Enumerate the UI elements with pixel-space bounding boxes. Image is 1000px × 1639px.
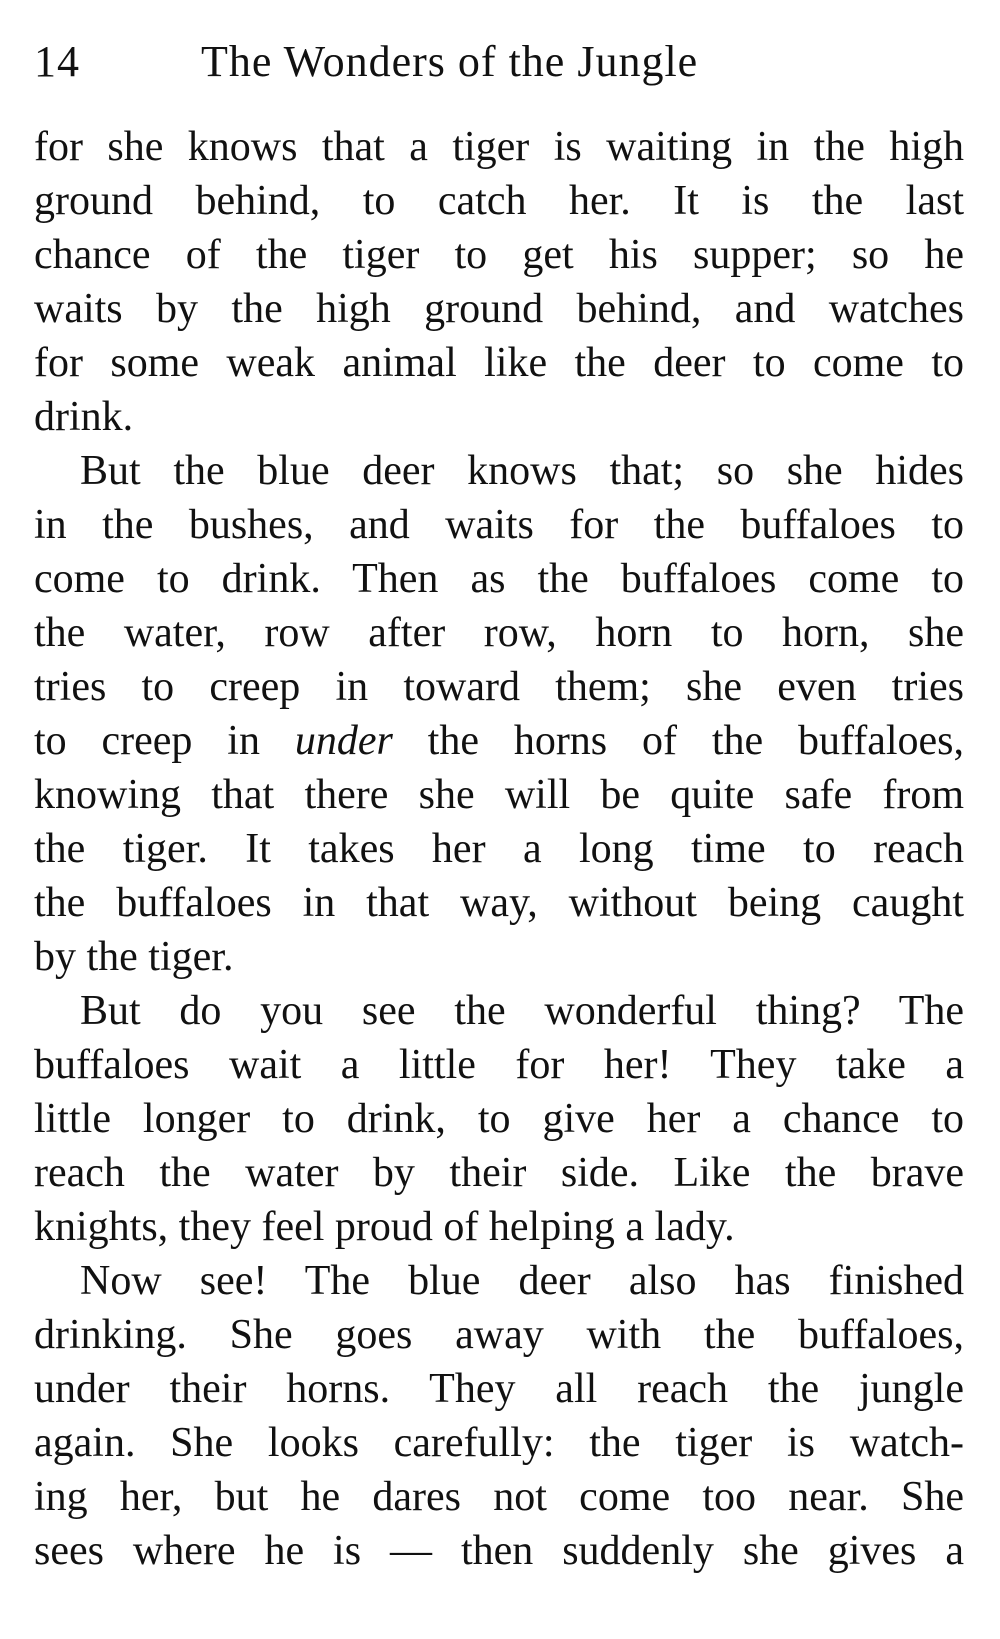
body-text <box>34 120 964 1578</box>
text-line: by the tiger. <box>34 934 234 980</box>
text-segment: the horns of the buffaloes, <box>392 718 965 764</box>
paragraph-1 <box>34 120 964 444</box>
italic-word: under <box>294 718 393 764</box>
text-line: the tiger. It takes her a long time to reach <box>34 826 964 872</box>
text-line: for she knows that a tiger is waiting in the high <box>34 124 964 170</box>
text-line-with-italic <box>34 714 964 768</box>
paragraph-4 <box>34 1254 964 1578</box>
text-line: for some weak animal like the deer to come to <box>34 340 964 386</box>
text-line: sees where he is — then suddenly she gives a <box>34 1528 964 1574</box>
page-number: 14 <box>34 37 80 86</box>
text-line: the buffaloes in that way, without being caught <box>34 880 964 926</box>
text-line: waits by the high ground behind, and watches <box>34 286 964 332</box>
text-line: knowing that there she will be quite safe from <box>34 772 964 818</box>
text-line: reach the water by their side. Like the brave <box>34 1150 964 1196</box>
text-line: knights, they feel proud of helping a lady. <box>34 1204 735 1250</box>
paragraph-2 <box>34 444 964 984</box>
text-line: come to drink. Then as the buffaloes come to <box>34 556 964 602</box>
text-line: buffaloes wait a little for her! They take a <box>34 1042 964 1088</box>
text-line: ground behind, to catch her. It is the last <box>34 178 964 224</box>
running-title: The Wonders of the Jungle <box>201 37 699 86</box>
text-line: But the blue deer knows that; so she hides <box>80 448 964 494</box>
text-line: ing her, but he dares not come too near. She <box>34 1474 964 1520</box>
paragraph-3 <box>34 984 964 1254</box>
text-segment: to creep in <box>34 718 295 764</box>
text-line: tries to creep in toward them; she even tries <box>34 664 964 710</box>
text-line: drinking. She goes away with the buffaloes, <box>34 1312 964 1358</box>
text-line: again. She looks carefully: the tiger is watch- <box>34 1420 964 1466</box>
running-head <box>34 30 964 94</box>
text-line: drink. <box>34 394 134 440</box>
text-line: Now see! The blue deer also has finished <box>80 1258 964 1304</box>
text-line: But do you see the wonderful thing? The <box>80 988 964 1034</box>
text-line: little longer to drink, to give her a chance to <box>34 1096 964 1142</box>
text-line: the water, row after row, horn to horn, she <box>34 610 964 656</box>
text-line: under their horns. They all reach the jungle <box>34 1366 964 1412</box>
text-line: chance of the tiger to get his supper; so he <box>34 232 964 278</box>
text-line: in the bushes, and waits for the buffaloes to <box>34 502 964 548</box>
